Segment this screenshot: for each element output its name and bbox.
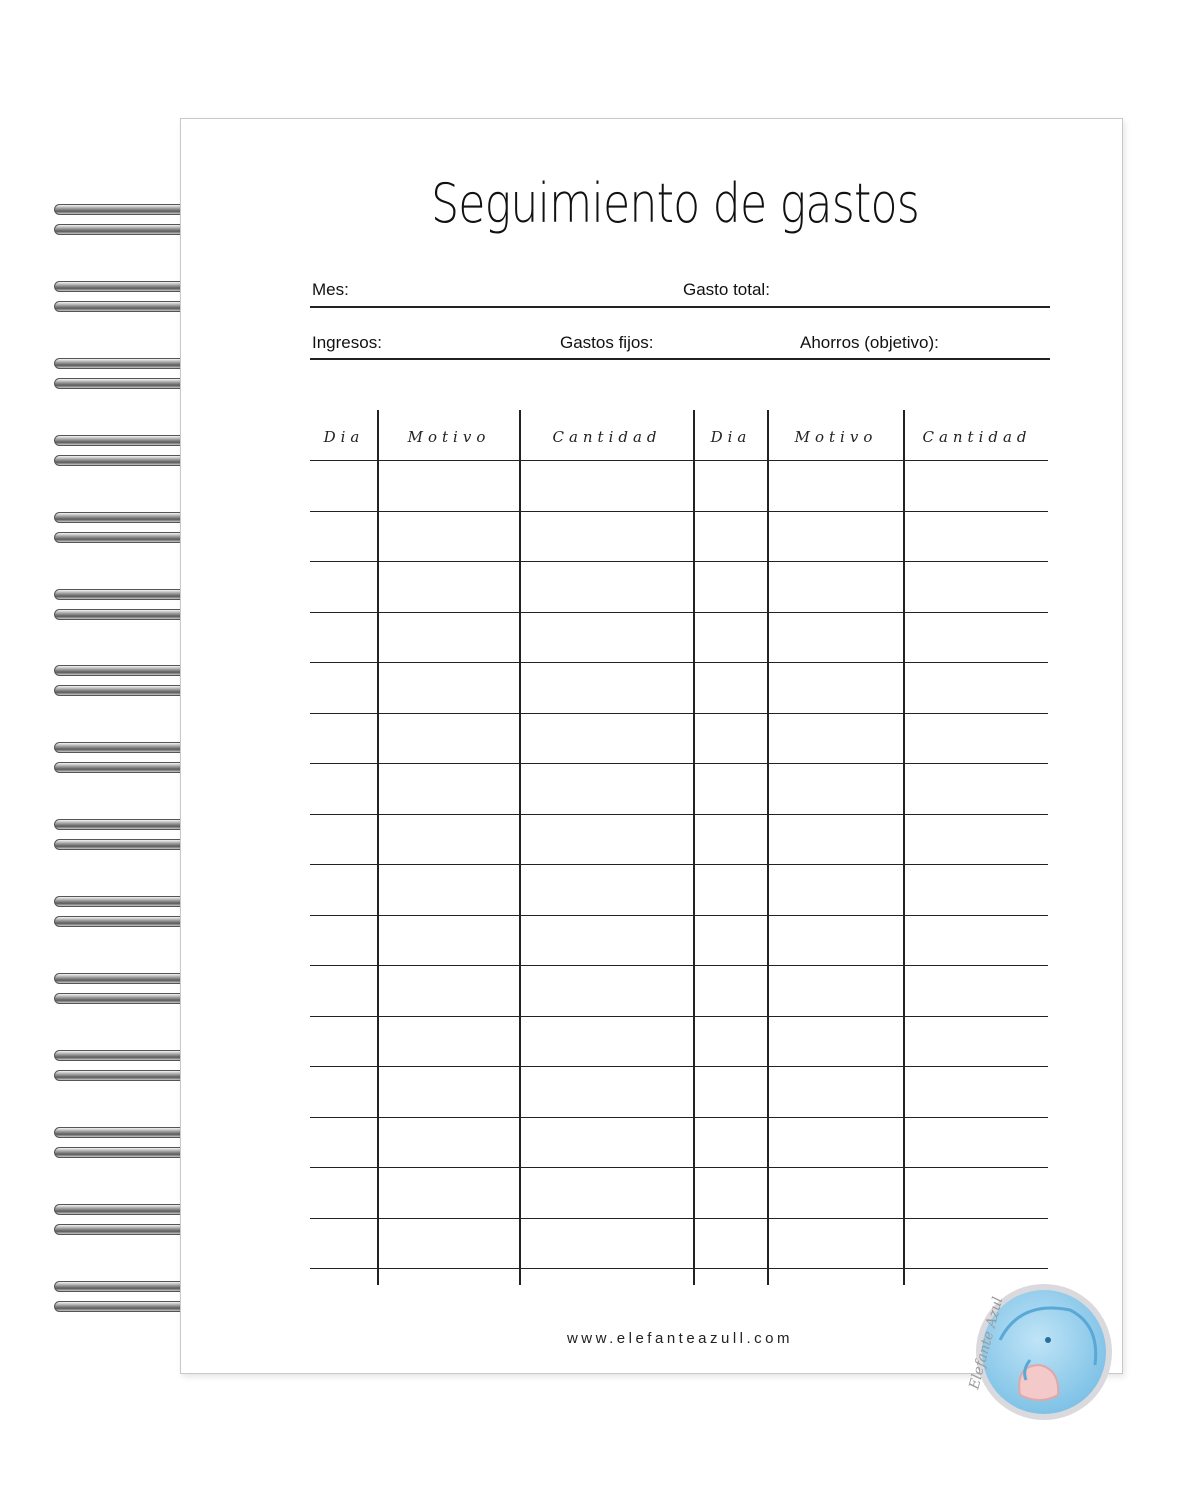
table-row-line [310, 1117, 1048, 1118]
table-row-line [310, 713, 1048, 714]
table-row-line [310, 1066, 1048, 1067]
table-row-line [310, 1016, 1048, 1017]
table-row-line [310, 662, 1048, 663]
table-row-line [310, 1167, 1048, 1168]
table-column-line [767, 410, 769, 1285]
page-title: Seguimiento de gastos [430, 172, 920, 235]
table-row-line [310, 1218, 1048, 1219]
table-row-line [310, 561, 1048, 562]
column-header-reason-2: Motivo [794, 428, 878, 446]
column-header-amount: Cantidad [552, 428, 662, 446]
table-row-line [310, 511, 1048, 512]
table-row-line [310, 1268, 1048, 1269]
table-row-line [310, 814, 1048, 815]
month-field-label: Mes: [312, 280, 349, 299]
table-column-line [519, 410, 521, 1285]
table-column-line [903, 410, 905, 1285]
column-header-amount-2: Cantidad [922, 428, 1032, 446]
table-row-line [310, 864, 1048, 865]
savings-goal-field-label: Ahorros (objetivo): [800, 333, 939, 352]
column-header-reason: Motivo [407, 428, 491, 446]
website-footer: www.elefanteazull.com [566, 1330, 794, 1347]
elefante-azul-logo [960, 1270, 1120, 1430]
header-line-1 [310, 306, 1050, 308]
table-row-line [310, 763, 1048, 764]
table-row-line [310, 460, 1048, 461]
fixed-expenses-field-label: Gastos fijos: [560, 333, 654, 352]
income-field-label: Ingresos: [312, 333, 382, 352]
column-header-day-2: Dia [710, 428, 752, 446]
total-expense-field-label: Gasto total: [683, 280, 770, 299]
table-column-line [377, 410, 379, 1285]
table-column-line [693, 410, 695, 1285]
brand-watermark-text: Elefante Azul [966, 1295, 1007, 1392]
header-line-2 [310, 358, 1050, 360]
table-row-line [310, 965, 1048, 966]
column-header-day: Dia [323, 428, 365, 446]
table-row-line [310, 612, 1048, 613]
table-row-line [310, 915, 1048, 916]
